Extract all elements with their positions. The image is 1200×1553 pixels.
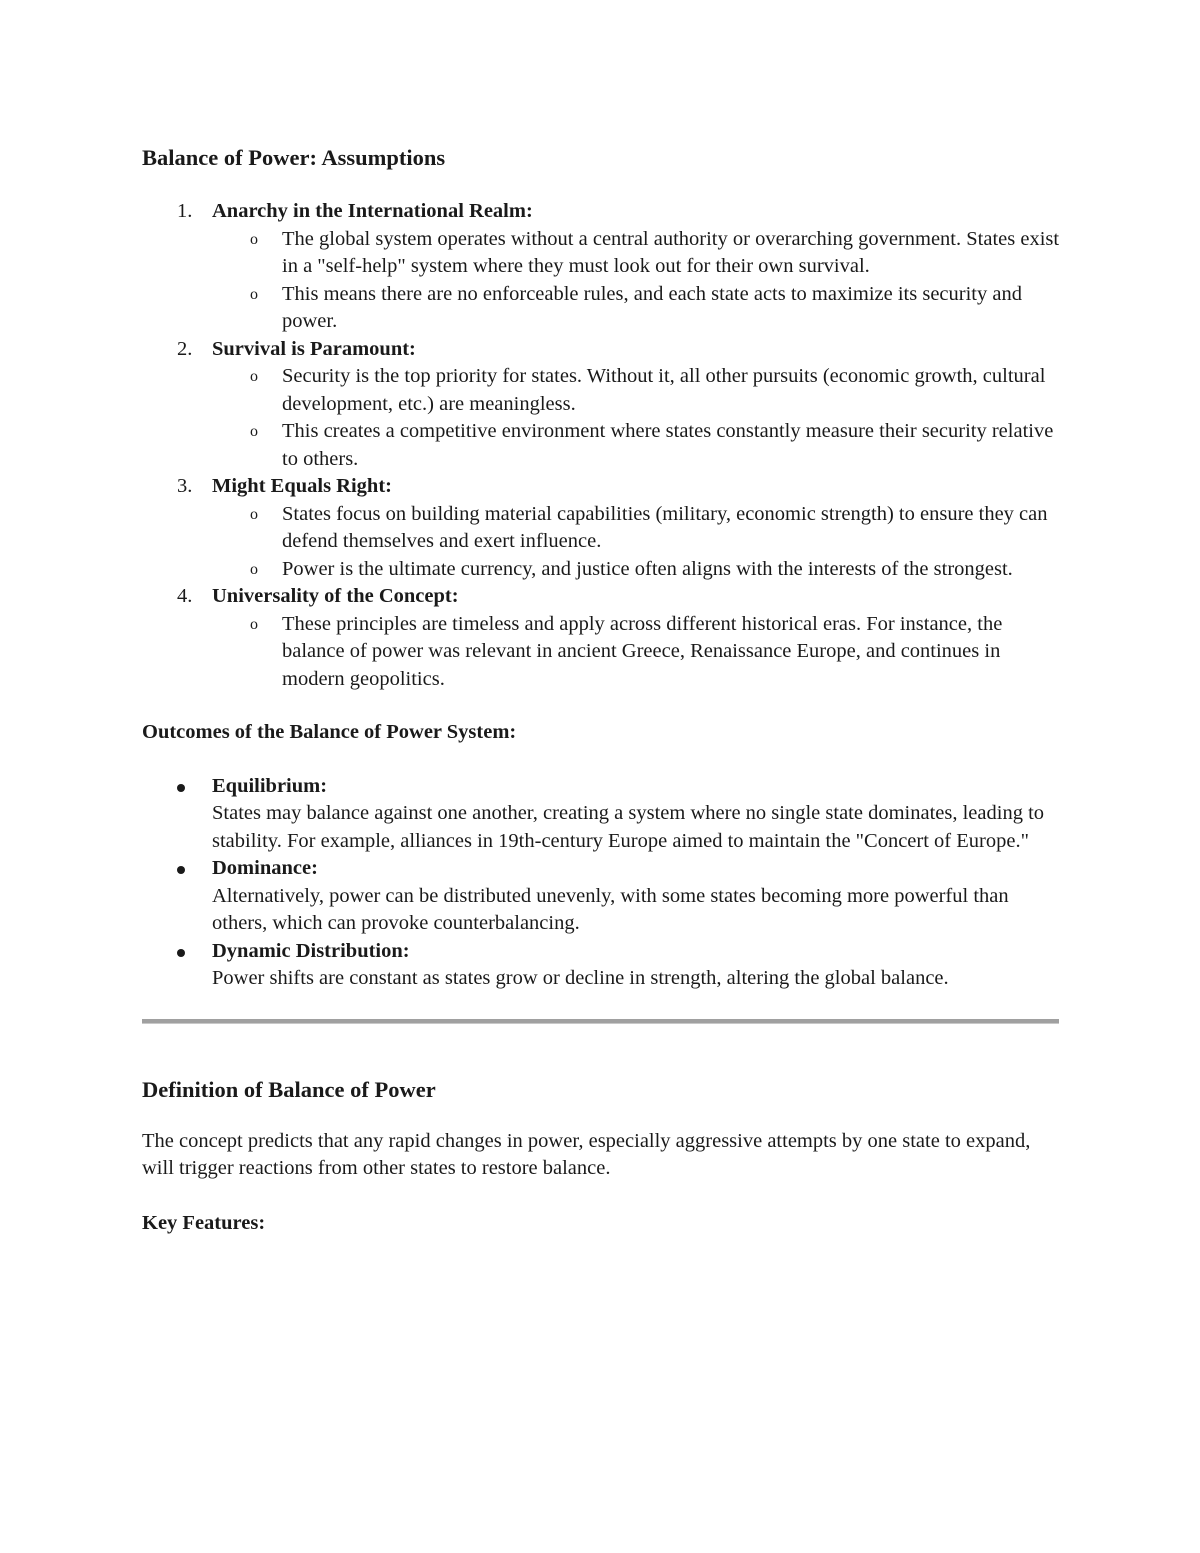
sub-list <box>212 226 1060 336</box>
outcomes-list <box>142 773 1060 993</box>
list-number: 3. <box>177 475 193 497</box>
sub-list-text: Power is the ultimate currency, and justice often aligns with the interests of the strongest. <box>282 557 1013 580</box>
sub-list-item <box>212 418 1060 473</box>
circle-bullet-icon: o <box>250 505 258 523</box>
sub-list-text: This means there are no enforceable rules, and each state acts to maximize its security and power. <box>282 282 1022 332</box>
sub-list-text: These principles are timeless and apply across different historical eras. For instance, the balance of power was relevant in ancient Greece, Renaissance Europe, and continues in modern geopolitics. <box>282 612 1003 690</box>
document-page <box>142 142 1060 1237</box>
list-item <box>142 855 1060 938</box>
circle-bullet-icon: o <box>250 423 258 440</box>
definition-body: The concept predicts that any rapid changes in power, especially aggressive attempts by one state to expand, will trigger reactions from other states to restore balance. <box>142 1129 1031 1179</box>
definition-title: Definition of Balance of Power <box>142 1076 436 1102</box>
sub-list-item <box>212 363 1060 418</box>
sub-list-text: This creates a competitive environment where states constantly measure their security relative to others. <box>282 420 1054 470</box>
sub-list-item <box>212 226 1060 281</box>
circle-bullet-icon: o <box>250 615 258 633</box>
list-item-heading: Equilibrium: <box>212 774 328 797</box>
list-item-text: States may balance against one another, creating a system where no single state dominates, leading to stability. For example, alliances in 19th-century Europe aimed to maintain the "Concert of Europe." <box>212 802 1045 852</box>
circle-bullet-icon: o <box>250 560 258 578</box>
sub-list-text: States focus on building material capabilities (military, economic strength) to ensure they can defend themselves and exert influence. <box>282 502 1048 552</box>
list-item-text: Alternatively, power can be distributed unevenly, with some states becoming more powerful than others, which can provoke counterbalancing. <box>212 884 1009 934</box>
assumptions-list <box>142 198 1060 693</box>
sub-list-text: Security is the top priority for states. Without it, all other pursuits (economic growth, cultural development, etc.) are meaningless. <box>282 365 1046 415</box>
assumptions-title: Balance of Power: Assumptions <box>142 145 446 170</box>
circle-bullet-icon: o <box>250 285 258 303</box>
sub-list-text: The global system operates without a central authority or overarching government. States exist in a "self-help" system where they must look out for their own survival. <box>282 227 1060 277</box>
sub-list <box>212 363 1060 473</box>
sub-list-item <box>212 556 1060 584</box>
circle-bullet-icon: o <box>250 368 258 385</box>
circle-bullet-icon: o <box>250 230 258 248</box>
list-item-heading: Universality of the Concept: <box>212 585 459 607</box>
sub-list-item <box>212 501 1060 556</box>
bullet-icon <box>177 949 185 957</box>
list-item <box>142 583 1060 693</box>
list-number: 2. <box>177 337 193 360</box>
list-item-heading: Survival is Paramount: <box>212 337 416 360</box>
sub-list-item <box>212 611 1060 694</box>
list-item <box>142 473 1060 583</box>
list-item-text: Power shifts are constant as states grow or decline in strength, altering the global balance. <box>212 967 949 989</box>
list-item-heading: Dominance: <box>212 857 318 879</box>
key-features-label: Key Features: <box>142 1211 266 1234</box>
list-item <box>142 198 1060 336</box>
list-item <box>142 938 1060 993</box>
list-item-heading: Anarchy in the International Realm: <box>212 200 533 222</box>
sub-list <box>212 611 1060 694</box>
list-item <box>142 336 1060 474</box>
sub-list-item <box>212 281 1060 336</box>
list-item <box>142 773 1060 856</box>
outcomes-title: Outcomes of the Balance of Power System: <box>142 721 517 743</box>
list-item-heading: Might Equals Right: <box>212 475 392 497</box>
bullet-icon <box>177 866 185 874</box>
sub-list <box>212 501 1060 584</box>
list-number: 1. <box>177 200 193 222</box>
list-item-heading: Dynamic Distribution: <box>212 939 410 962</box>
list-number: 4. <box>177 585 193 607</box>
bullet-icon <box>177 784 185 792</box>
